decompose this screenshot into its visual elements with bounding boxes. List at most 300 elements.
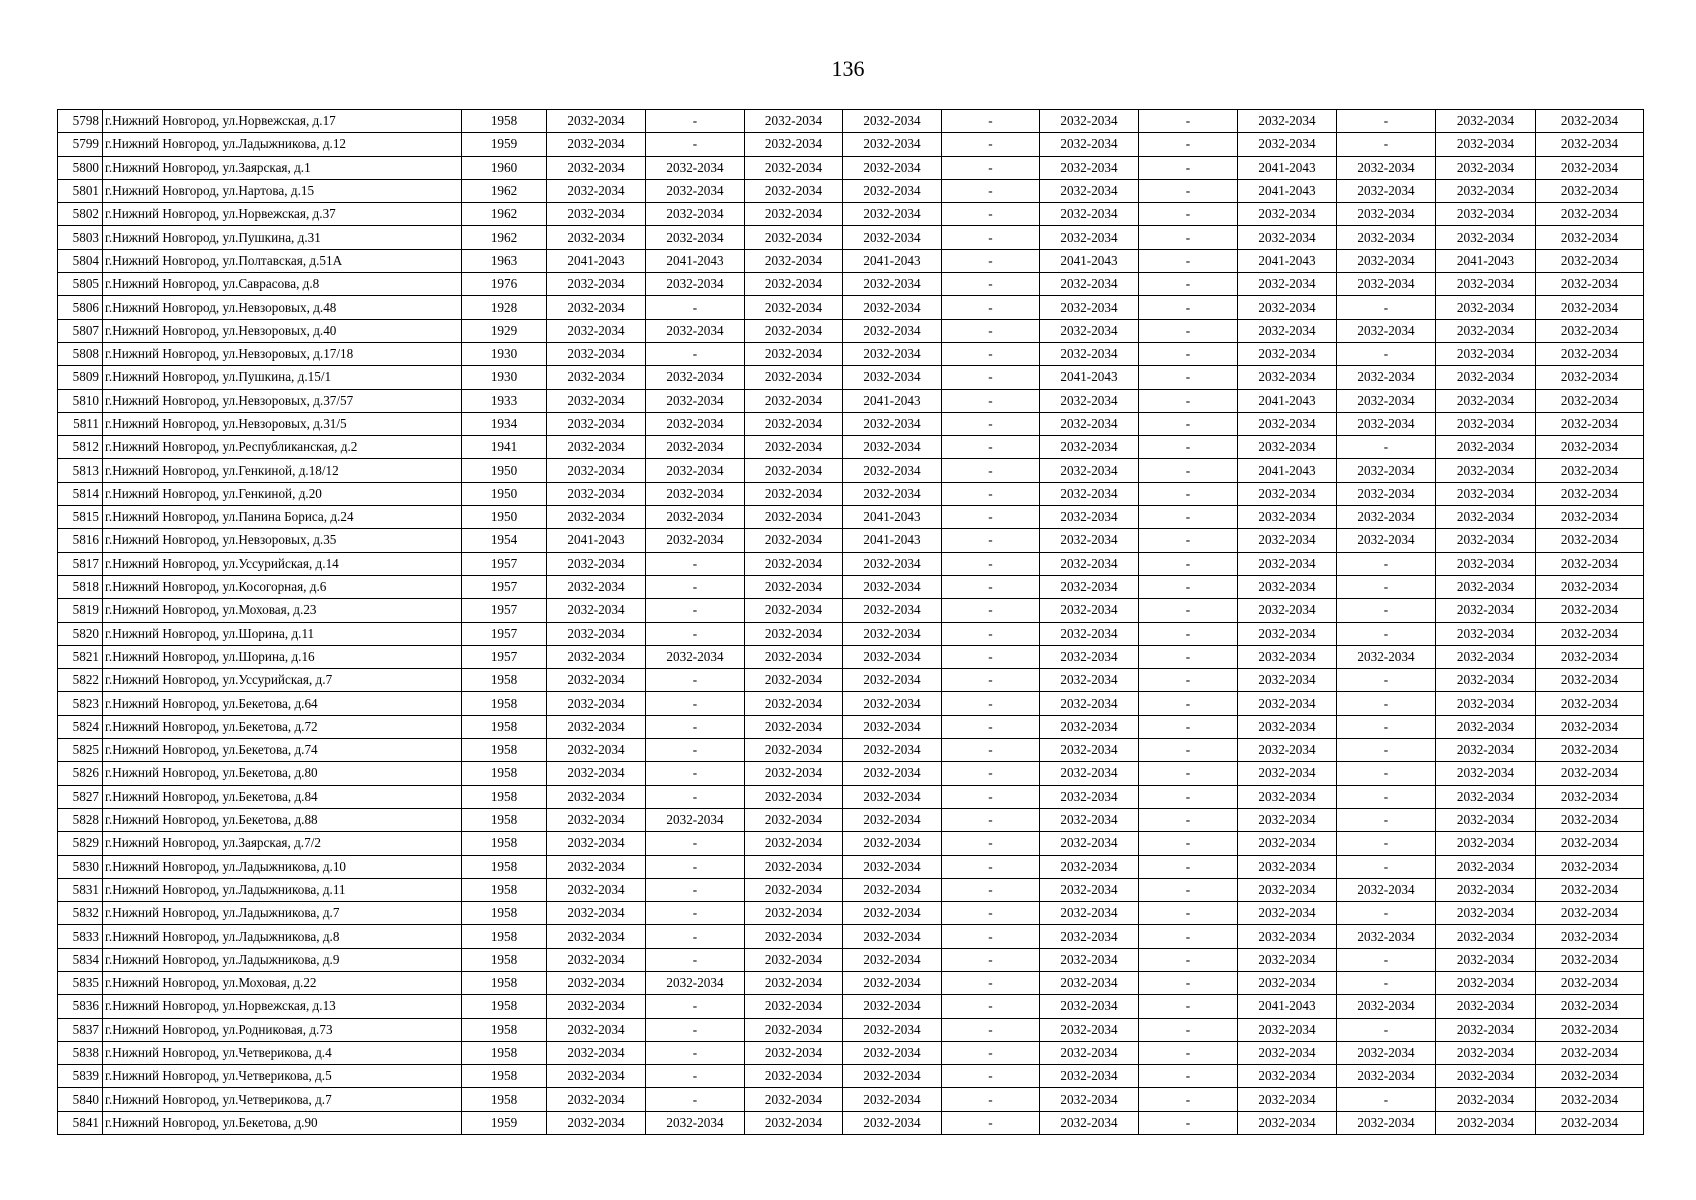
address: г.Нижний Новгород, ул.Саврасова, д.8 [103,273,462,296]
repair-period-cell: 2032-2034 [547,459,646,482]
repair-period-cell: 2032-2034 [745,319,843,342]
repair-period-cell: 2032-2034 [843,669,942,692]
repair-period-cell: 2032-2034 [843,948,942,971]
table-row [58,273,1644,296]
repair-period-cell: 2032-2034 [1040,995,1139,1018]
address: г.Нижний Новгород, ул.Республиканская, д.2 [103,436,462,459]
repair-period-cell: - [1337,855,1436,878]
table-row [58,692,1644,715]
table-row [58,133,1644,156]
repair-period-cell: - [1139,366,1238,389]
repair-period-cell: - [942,110,1040,133]
repair-period-cell: - [1139,645,1238,668]
repair-period-cell: 2032-2034 [646,412,745,435]
repair-period-cell: 2032-2034 [1238,436,1337,459]
build-year: 1959 [462,1111,547,1134]
repair-period-cell: 2032-2034 [1436,925,1536,948]
table-row [58,645,1644,668]
repair-period-cell: - [942,855,1040,878]
repair-period-cell: 2032-2034 [1337,366,1436,389]
repair-period-cell: - [1139,971,1238,994]
repair-period-cell: 2032-2034 [1238,925,1337,948]
repair-period-cell: - [1139,669,1238,692]
address: г.Нижний Новгород, ул.Моховая, д.22 [103,971,462,994]
repair-period-cell: - [1139,762,1238,785]
repair-period-cell: - [1337,762,1436,785]
repair-period-cell: - [646,1065,745,1088]
repair-period-cell: - [942,552,1040,575]
table-row [58,296,1644,319]
repair-period-cell: - [942,832,1040,855]
address: г.Нижний Новгород, ул.Полтавская, д.51А [103,249,462,272]
repair-period-cell: 2032-2034 [1040,1065,1139,1088]
repair-period-cell: 2032-2034 [1536,156,1644,179]
repair-period-cell: 2032-2034 [843,1065,942,1088]
repair-period-cell: - [1139,296,1238,319]
repair-period-cell: - [1337,692,1436,715]
repair-period-cell: 2032-2034 [1536,948,1644,971]
address: г.Нижний Новгород, ул.Ладыжникова, д.7 [103,902,462,925]
repair-period-cell: 2032-2034 [646,273,745,296]
table-row [58,203,1644,226]
repair-period-cell: 2032-2034 [1337,459,1436,482]
repair-period-cell: - [942,226,1040,249]
table-row [58,506,1644,529]
repair-period-cell: 2032-2034 [1040,296,1139,319]
repair-period-cell: 2041-2043 [547,529,646,552]
repair-period-cell: - [942,412,1040,435]
repair-period-cell: 2032-2034 [1536,482,1644,505]
repair-period-cell: 2032-2034 [547,995,646,1018]
address: г.Нижний Новгород, ул.Генкиной, д.20 [103,482,462,505]
repair-period-cell: 2032-2034 [843,878,942,901]
repair-period-cell: 2032-2034 [1337,506,1436,529]
repair-period-cell: 2032-2034 [1238,1018,1337,1041]
repair-period-cell: 2032-2034 [547,832,646,855]
repair-period-cell: 2032-2034 [1238,808,1337,831]
repair-period-cell: 2032-2034 [646,226,745,249]
repair-period-cell: - [1139,575,1238,598]
row-number: 5802 [58,203,103,226]
row-number: 5800 [58,156,103,179]
repair-period-cell: 2032-2034 [745,971,843,994]
repair-period-cell: - [646,342,745,365]
repair-period-cell: - [1337,948,1436,971]
repair-period-cell: 2032-2034 [1040,273,1139,296]
repair-period-cell: 2032-2034 [1040,133,1139,156]
repair-period-cell: 2032-2034 [1238,832,1337,855]
table-row [58,878,1644,901]
repair-period-cell: 2032-2034 [745,156,843,179]
repair-period-cell: 2032-2034 [843,971,942,994]
repair-period-cell: - [1139,925,1238,948]
repair-period-cell: 2032-2034 [745,459,843,482]
repair-period-cell: 2041-2043 [1040,366,1139,389]
build-year: 1958 [462,1018,547,1041]
table-row [58,342,1644,365]
repair-period-cell: 2032-2034 [843,832,942,855]
repair-period-cell: 2032-2034 [1536,645,1644,668]
repair-period-cell: 2032-2034 [843,692,942,715]
repair-period-cell: 2032-2034 [547,296,646,319]
row-number: 5803 [58,226,103,249]
repair-period-cell: - [1337,785,1436,808]
table-row [58,436,1644,459]
repair-period-cell: 2032-2034 [1436,762,1536,785]
repair-period-cell: 2032-2034 [1040,1018,1139,1041]
repair-period-cell: 2032-2034 [745,110,843,133]
repair-period-cell: - [942,319,1040,342]
row-number: 5821 [58,645,103,668]
repair-period-cell: 2032-2034 [1238,855,1337,878]
repair-period-cell: - [1337,832,1436,855]
repair-period-cell: 2032-2034 [646,1111,745,1134]
repair-period-cell: - [1139,878,1238,901]
repair-period-cell: 2032-2034 [1040,925,1139,948]
repair-period-cell: 2032-2034 [1040,785,1139,808]
repair-period-cell: 2032-2034 [843,459,942,482]
repair-period-cell: 2032-2034 [745,249,843,272]
repair-period-cell: 2032-2034 [1436,273,1536,296]
repair-period-cell: 2032-2034 [745,482,843,505]
repair-period-cell: - [1337,133,1436,156]
repair-period-cell: - [942,995,1040,1018]
repair-period-cell: - [942,692,1040,715]
repair-period-cell: - [646,133,745,156]
build-year: 1934 [462,412,547,435]
repair-period-cell: - [942,156,1040,179]
repair-period-cell: 2032-2034 [1040,482,1139,505]
row-number: 5833 [58,925,103,948]
repair-period-cell: 2032-2034 [646,156,745,179]
repair-period-cell: 2032-2034 [1536,436,1644,459]
repair-period-cell: 2032-2034 [745,552,843,575]
repair-period-cell: 2032-2034 [1337,1041,1436,1064]
repair-period-cell: 2032-2034 [1436,878,1536,901]
repair-period-cell: 2032-2034 [1436,622,1536,645]
repair-period-cell: 2032-2034 [646,436,745,459]
repair-period-cell: 2032-2034 [547,226,646,249]
table-row [58,412,1644,435]
repair-period-cell: - [1337,622,1436,645]
repair-period-cell: 2032-2034 [1536,832,1644,855]
repair-period-cell: 2032-2034 [547,273,646,296]
repair-period-cell: 2032-2034 [1337,878,1436,901]
repair-period-cell: - [1139,459,1238,482]
repair-period-cell: 2032-2034 [1436,412,1536,435]
repair-period-cell: 2032-2034 [843,482,942,505]
repair-period-cell: 2032-2034 [745,739,843,762]
repair-period-cell: 2032-2034 [1040,832,1139,855]
row-number: 5840 [58,1088,103,1111]
table-row [58,389,1644,412]
repair-period-cell: 2032-2034 [843,319,942,342]
build-year: 1930 [462,342,547,365]
repair-period-cell: 2032-2034 [843,273,942,296]
build-year: 1958 [462,995,547,1018]
repair-period-cell: 2032-2034 [843,156,942,179]
repair-period-cell: - [942,1111,1040,1134]
repair-period-cell: 2032-2034 [843,925,942,948]
build-year: 1962 [462,203,547,226]
repair-period-cell: - [1337,342,1436,365]
build-year: 1958 [462,1041,547,1064]
repair-period-cell: 2032-2034 [745,296,843,319]
repair-period-cell: 2032-2034 [1040,599,1139,622]
page-number: 136 [831,56,865,81]
register-body [58,110,1644,1135]
build-year: 1958 [462,878,547,901]
repair-period-cell: 2032-2034 [1436,1018,1536,1041]
repair-period-cell: 2032-2034 [1040,645,1139,668]
repair-period-cell: 2032-2034 [843,436,942,459]
repair-period-cell: 2032-2034 [547,878,646,901]
row-number: 5809 [58,366,103,389]
repair-period-cell: - [1337,110,1436,133]
repair-period-cell: 2032-2034 [843,599,942,622]
repair-period-cell: 2032-2034 [745,715,843,738]
repair-period-cell: - [942,1018,1040,1041]
repair-period-cell: - [1337,1088,1436,1111]
repair-period-cell: 2032-2034 [1436,669,1536,692]
repair-period-cell: 2032-2034 [1238,110,1337,133]
repair-period-cell: 2032-2034 [1436,832,1536,855]
repair-period-cell: - [942,785,1040,808]
repair-period-cell: - [646,902,745,925]
repair-period-cell: 2041-2043 [1238,156,1337,179]
address: г.Нижний Новгород, ул.Косогорная, д.6 [103,575,462,598]
repair-period-cell: - [942,273,1040,296]
repair-period-cell: - [942,762,1040,785]
repair-period-cell: 2032-2034 [547,552,646,575]
build-year: 1957 [462,599,547,622]
repair-period-cell: 2032-2034 [745,133,843,156]
repair-period-cell: 2032-2034 [745,575,843,598]
repair-period-cell: - [1139,1018,1238,1041]
repair-period-cell: 2041-2043 [1238,179,1337,202]
repair-period-cell: 2032-2034 [745,925,843,948]
repair-period-cell: 2032-2034 [1436,110,1536,133]
build-year: 1958 [462,715,547,738]
repair-period-cell: 2032-2034 [745,622,843,645]
repair-period-cell: 2032-2034 [843,808,942,831]
repair-period-cell: 2041-2043 [1238,459,1337,482]
repair-period-cell: 2032-2034 [745,855,843,878]
row-number: 5828 [58,808,103,831]
table-row [58,226,1644,249]
repair-period-cell: 2032-2034 [1536,412,1644,435]
row-number: 5823 [58,692,103,715]
address: г.Нижний Новгород, ул.Бекетова, д.84 [103,785,462,808]
table-row [58,855,1644,878]
address: г.Нижний Новгород, ул.Невзоровых, д.31/5 [103,412,462,435]
repair-period-cell: 2032-2034 [1337,156,1436,179]
repair-period-cell: 2032-2034 [1040,692,1139,715]
table-row [58,971,1644,994]
repair-period-cell: 2032-2034 [745,273,843,296]
repair-period-cell: - [942,342,1040,365]
repair-period-cell: 2032-2034 [1238,319,1337,342]
repair-period-cell: 2032-2034 [1040,226,1139,249]
repair-period-cell: - [1337,902,1436,925]
row-number: 5805 [58,273,103,296]
build-year: 1958 [462,110,547,133]
repair-period-cell: - [1139,133,1238,156]
repair-period-cell: 2032-2034 [843,1018,942,1041]
address: г.Нижний Новгород, ул.Заярская, д.1 [103,156,462,179]
repair-period-cell: 2032-2034 [1536,1088,1644,1111]
repair-period-cell: 2032-2034 [843,622,942,645]
row-number: 5816 [58,529,103,552]
repair-period-cell: 2032-2034 [1536,692,1644,715]
repair-period-cell: 2032-2034 [1040,506,1139,529]
repair-period-cell: 2032-2034 [1040,739,1139,762]
build-year: 1958 [462,855,547,878]
repair-period-cell: 2032-2034 [843,179,942,202]
row-number: 5813 [58,459,103,482]
repair-period-cell: 2032-2034 [1238,1111,1337,1134]
repair-period-cell: 2041-2043 [1436,249,1536,272]
repair-period-cell: 2032-2034 [547,156,646,179]
repair-period-cell: 2032-2034 [1436,645,1536,668]
repair-period-cell: 2032-2034 [1337,179,1436,202]
repair-period-cell: 2032-2034 [1238,948,1337,971]
repair-period-cell: - [646,832,745,855]
repair-period-cell: - [646,575,745,598]
table-row [58,762,1644,785]
repair-period-cell: 2041-2043 [843,529,942,552]
repair-period-cell: 2032-2034 [1040,179,1139,202]
table-row [58,925,1644,948]
repair-period-cell: - [942,971,1040,994]
repair-period-cell: 2032-2034 [547,1041,646,1064]
address: г.Нижний Новгород, ул.Генкиной, д.18/12 [103,459,462,482]
repair-period-cell: 2032-2034 [843,110,942,133]
repair-period-cell: 2032-2034 [1536,1111,1644,1134]
repair-period-cell: - [942,529,1040,552]
repair-period-cell: - [1139,226,1238,249]
address: г.Нижний Новгород, ул.Пушкина, д.31 [103,226,462,249]
repair-period-cell: - [1139,1088,1238,1111]
repair-period-cell: 2032-2034 [1536,296,1644,319]
repair-period-cell: 2032-2034 [1040,855,1139,878]
repair-period-cell: 2032-2034 [547,366,646,389]
repair-period-cell: - [1337,575,1436,598]
repair-period-cell: 2032-2034 [547,808,646,831]
repair-period-cell: 2032-2034 [745,436,843,459]
repair-period-cell: - [646,1088,745,1111]
repair-period-cell: - [1139,482,1238,505]
build-year: 1958 [462,669,547,692]
repair-period-cell: 2032-2034 [646,203,745,226]
repair-period-cell: - [942,203,1040,226]
repair-period-cell: 2032-2034 [1436,179,1536,202]
address: г.Нижний Новгород, ул.Норвежская, д.17 [103,110,462,133]
repair-period-cell: 2032-2034 [843,342,942,365]
repair-period-cell: - [1139,342,1238,365]
build-year: 1929 [462,319,547,342]
row-number: 5838 [58,1041,103,1064]
repair-period-cell: 2032-2034 [547,692,646,715]
repair-period-cell: 2032-2034 [1238,552,1337,575]
repair-period-cell: 2032-2034 [547,669,646,692]
repair-period-cell: - [646,599,745,622]
repair-period-cell: 2032-2034 [1337,1111,1436,1134]
build-year: 1958 [462,925,547,948]
repair-period-cell: - [942,645,1040,668]
repair-period-cell: - [646,925,745,948]
repair-period-cell: 2032-2034 [547,1065,646,1088]
repair-period-cell: 2032-2034 [745,995,843,1018]
repair-period-cell: 2032-2034 [1536,995,1644,1018]
repair-period-cell: - [942,575,1040,598]
address: г.Нижний Новгород, ул.Ладыжникова, д.10 [103,855,462,878]
repair-period-cell: 2032-2034 [1436,1065,1536,1088]
build-year: 1958 [462,762,547,785]
address: г.Нижний Новгород, ул.Шорина, д.11 [103,622,462,645]
table-row [58,599,1644,622]
row-number: 5819 [58,599,103,622]
repair-period-cell: 2032-2034 [1040,1041,1139,1064]
repair-period-cell: - [646,692,745,715]
repair-period-cell: 2032-2034 [1238,482,1337,505]
repair-period-cell: - [1337,715,1436,738]
repair-period-cell: 2032-2034 [843,203,942,226]
repair-period-cell: 2032-2034 [1536,878,1644,901]
repair-period-cell: - [942,622,1040,645]
address: г.Нижний Новгород, ул.Невзоровых, д.37/57 [103,389,462,412]
repair-period-cell: 2041-2043 [547,249,646,272]
row-number: 5798 [58,110,103,133]
repair-period-cell: 2032-2034 [547,482,646,505]
repair-period-cell: - [942,133,1040,156]
repair-period-cell: 2032-2034 [1337,995,1436,1018]
repair-period-cell: 2032-2034 [1238,203,1337,226]
repair-period-cell: 2032-2034 [843,995,942,1018]
repair-period-cell: 2032-2034 [646,366,745,389]
row-number: 5808 [58,342,103,365]
repair-period-cell: 2032-2034 [547,925,646,948]
repair-period-cell: 2032-2034 [1337,925,1436,948]
repair-period-cell: - [646,762,745,785]
repair-period-cell: 2032-2034 [843,855,942,878]
table-row [58,785,1644,808]
repair-period-cell: - [1139,552,1238,575]
repair-period-cell: 2032-2034 [1536,342,1644,365]
repair-period-cell: 2032-2034 [547,645,646,668]
repair-period-cell: 2032-2034 [1536,669,1644,692]
repair-period-cell: 2032-2034 [1040,622,1139,645]
register-table [57,109,1644,1135]
row-number: 5829 [58,832,103,855]
build-year: 1958 [462,832,547,855]
repair-period-cell: 2032-2034 [547,506,646,529]
repair-period-cell: 2032-2034 [745,1111,843,1134]
repair-period-cell: - [1139,249,1238,272]
repair-period-cell: 2032-2034 [843,133,942,156]
repair-period-cell: 2032-2034 [745,1018,843,1041]
build-year: 1962 [462,179,547,202]
build-year: 1958 [462,785,547,808]
repair-period-cell: 2041-2043 [1238,389,1337,412]
repair-period-cell: 2032-2034 [745,1041,843,1064]
repair-period-cell: 2032-2034 [547,599,646,622]
repair-period-cell: 2032-2034 [547,622,646,645]
repair-period-cell: - [942,482,1040,505]
repair-period-cell: 2032-2034 [1337,1065,1436,1088]
build-year: 1960 [462,156,547,179]
repair-period-cell: - [1139,785,1238,808]
